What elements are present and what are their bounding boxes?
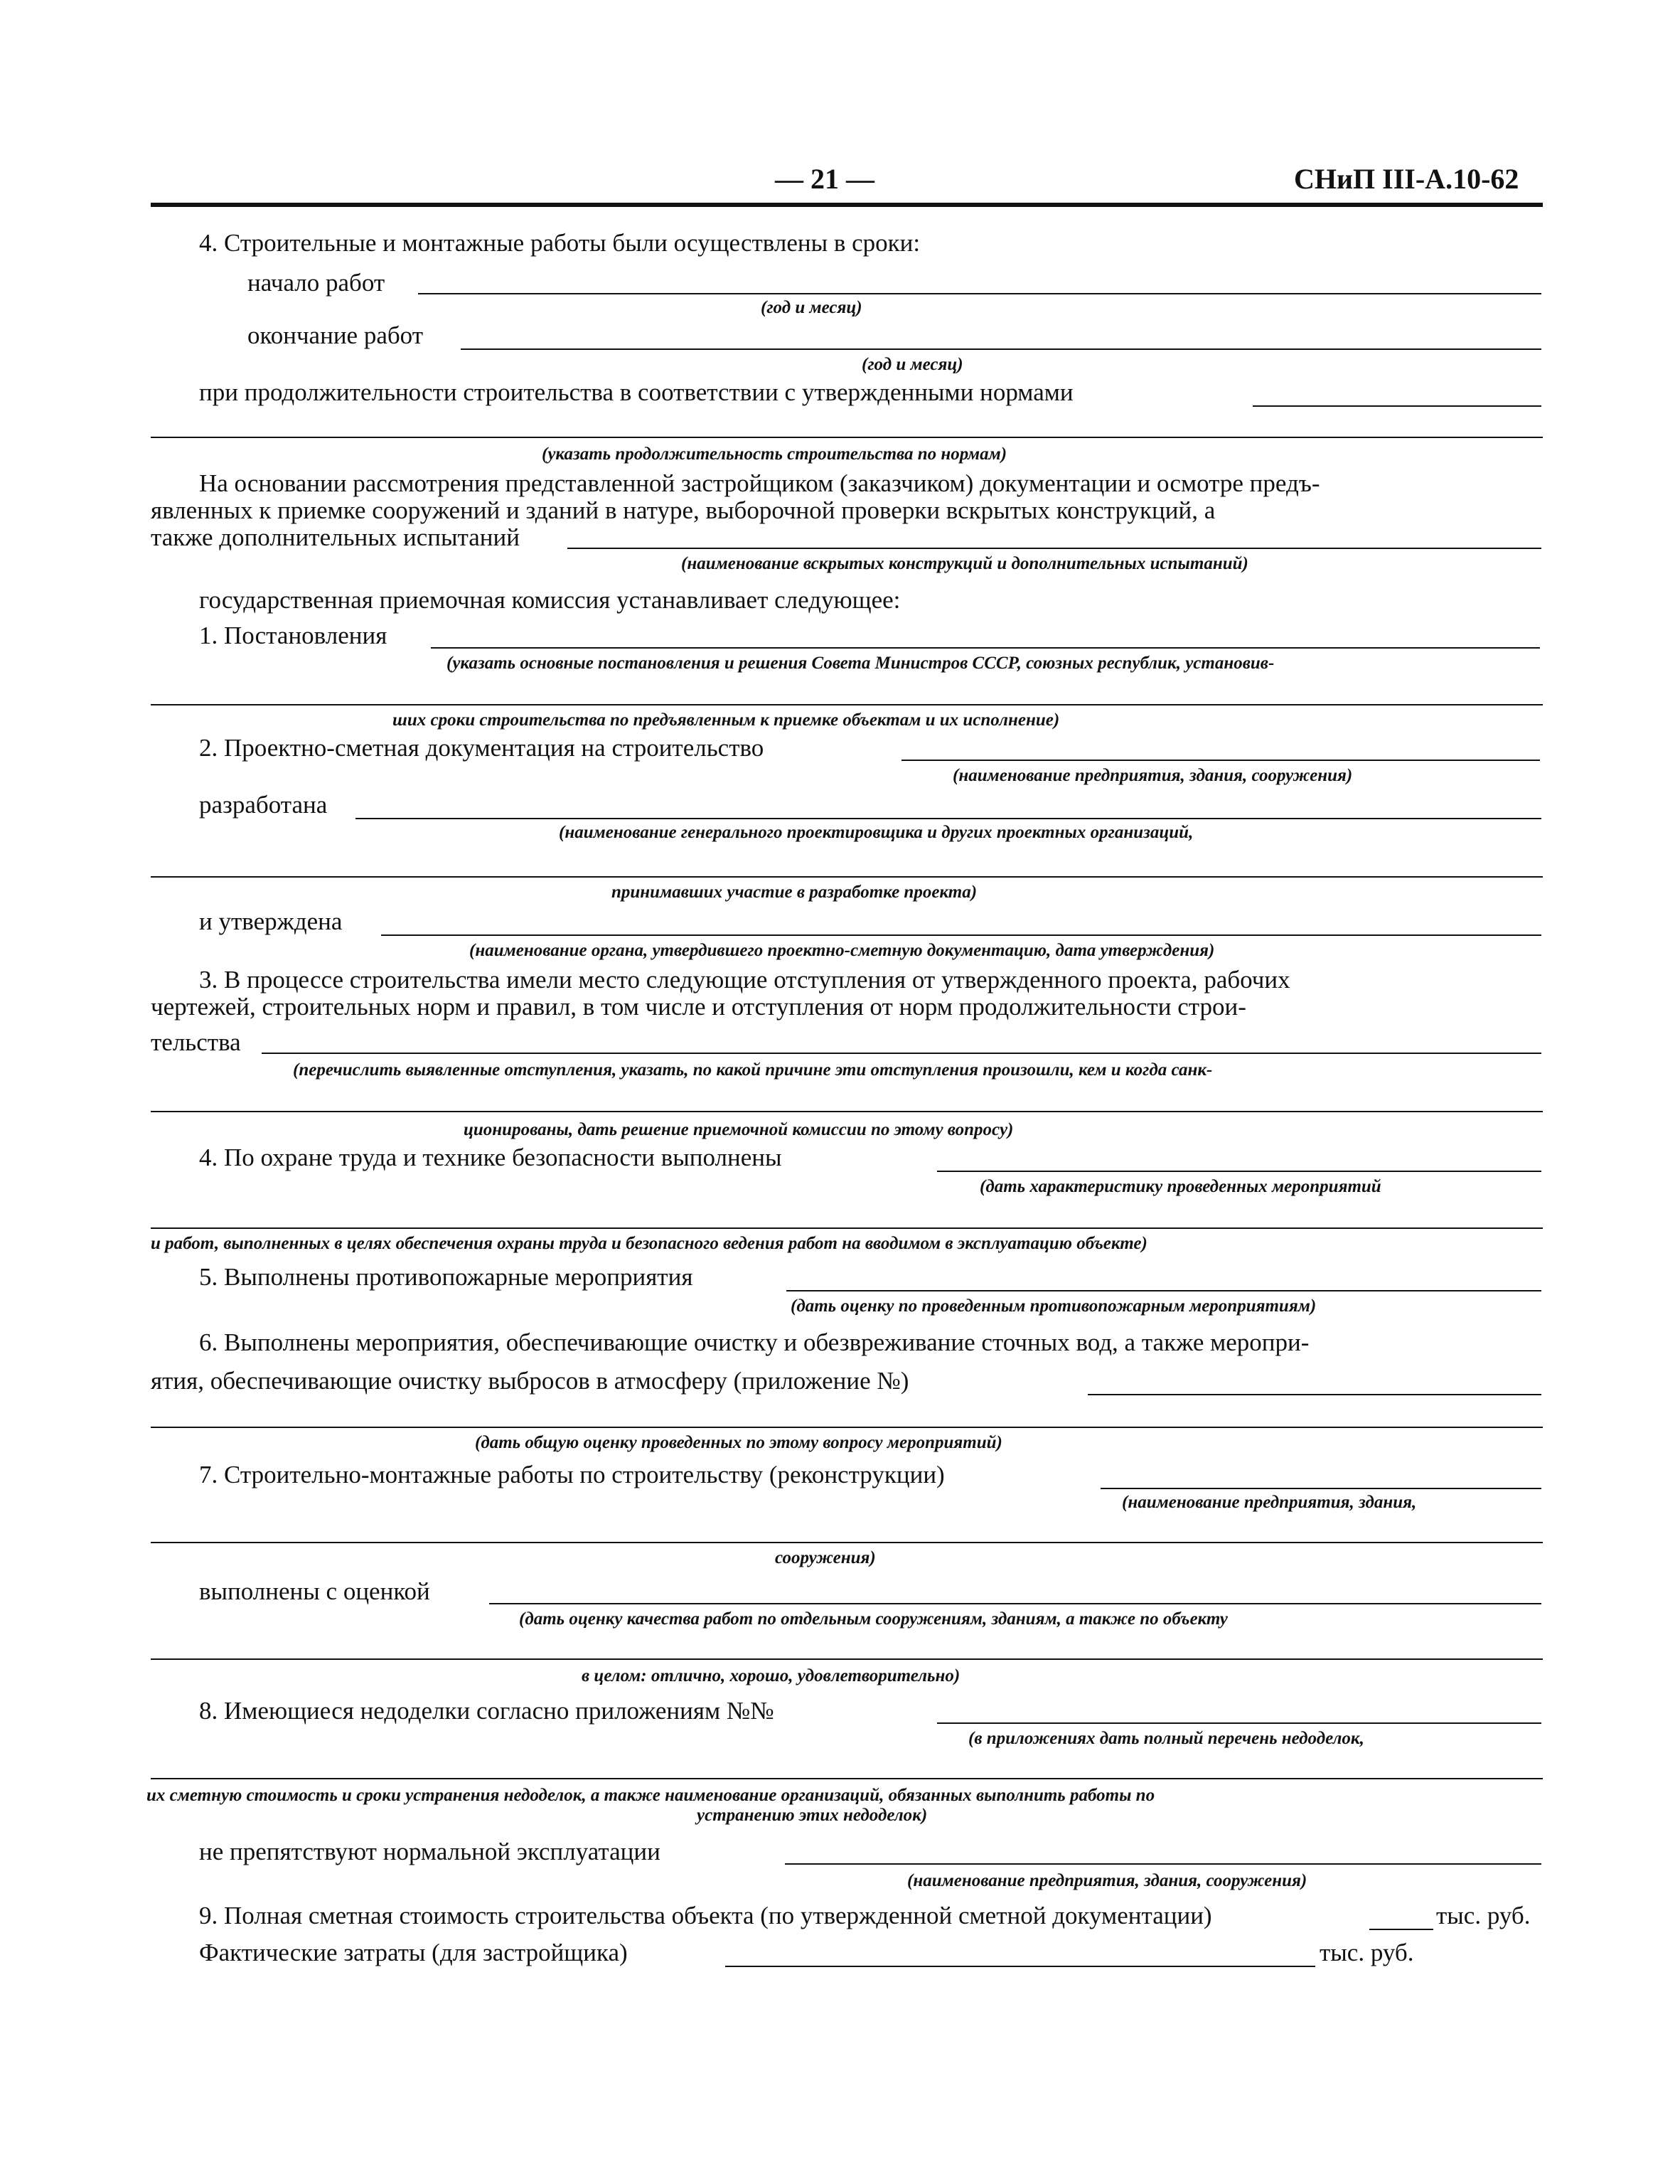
operation-caption: (наименование предприятия, здания, сооружения) [907, 1871, 1307, 1890]
end-date-field[interactable] [461, 348, 1541, 350]
item-8-field[interactable] [937, 1722, 1541, 1724]
start-date-label: начало работ [247, 269, 385, 297]
duration-field[interactable] [1253, 405, 1541, 407]
item-4-caption-b: и работ, выполненных в целях обеспечения охраны труда и безопасного ведения работ на вводимом в эксплуатацию объекте) [151, 1234, 1147, 1253]
item-4-caption-a: (дать характеристику проведенных мероприятий [980, 1177, 1381, 1196]
document-code: СНиП III-А.10-62 [1294, 163, 1519, 195]
item-1-label: 1. Постановления [199, 622, 387, 649]
commission-statement: государственная приемочная комиссия устанавливает следующее: [199, 586, 901, 614]
deviations-caption-b: ционированы, дать решение приемочной комиссии по этому вопросу) [464, 1120, 1014, 1139]
actual-cost-unit: тыс. руб. [1320, 1939, 1414, 1966]
duration-caption: (указать продолжительность строительства по нормам) [542, 444, 1007, 464]
item-5-field[interactable] [786, 1290, 1541, 1291]
item-5-caption: (дать оценку по проведенным противопожарным мероприятиям) [791, 1296, 1317, 1316]
approved-label: и утверждена [199, 907, 343, 935]
operation-field[interactable] [785, 1863, 1541, 1865]
review-paragraph-line3: также дополнительных испытаний [151, 523, 520, 551]
item-8-caption-c: устранению этих недоделок) [697, 1806, 928, 1825]
developed-caption-b: принимавших участие в разработке проекта) [611, 883, 978, 902]
tests-caption: (наименование вскрытых конструкций и дополнительных испытаний) [681, 554, 1248, 573]
section-4-title: 4. Строительные и монтажные работы были осуществлены в сроки: [199, 229, 921, 257]
developed-field[interactable] [355, 818, 1541, 819]
item-1-field[interactable] [431, 647, 1540, 649]
item-1-caption-a: (указать основные постановления и решения Совета Министров СССР, союзных республик, установив- [446, 654, 1275, 673]
item-7-caption-a: (наименование предприятия, здания, [1122, 1493, 1417, 1512]
review-paragraph-line2: явленных к приемке сооружений и зданий в натуре, выборочной проверки вскрытых конструкций, а [151, 496, 1216, 524]
start-date-field[interactable] [418, 293, 1541, 294]
item-6-caption: (дать общую оценку проведенных по этому вопросу мероприятий) [475, 1433, 1002, 1452]
item-8-caption-a: (в приложениях дать полный перечень недоделок, [968, 1729, 1364, 1748]
item-6-field[interactable] [1088, 1394, 1541, 1395]
page-number: — 21 — [775, 163, 874, 195]
item-8-label: 8. Имеющиеся недоделки согласно приложениям №№ [199, 1697, 774, 1725]
deviations-field-cont[interactable] [151, 1111, 1543, 1112]
item-7-field[interactable] [1101, 1488, 1541, 1489]
item-6-line1: 6. Выполнены мероприятия, обеспечивающие очистку и обезвреживание сточных вод, а также меропри- [199, 1328, 1310, 1356]
approved-field[interactable] [381, 934, 1541, 936]
duration-label: при продолжительности строительства в соответствии с утвержденными нормами [199, 378, 1074, 406]
item-6-field-cont[interactable] [151, 1427, 1543, 1428]
estimate-cost-field[interactable] [1369, 1929, 1433, 1930]
rating-caption-a: (дать оценку качества работ по отдельным сооружениям, зданиям, а также по объекту [519, 1609, 1228, 1629]
approved-caption: (наименование органа, утвердившего проектно-сметную документацию, дата утверждения) [469, 941, 1215, 960]
item-7-caption-b: сооружения) [775, 1548, 876, 1567]
item-3-line2: чертежей, строительных норм и правил, в том числе и отступления от норм продолжительности строи- [151, 993, 1246, 1021]
item-3-line3: тельства [151, 1028, 241, 1056]
item-2-label: 2. Проектно-сметная документация на строительство [199, 734, 764, 762]
item-2-field[interactable] [901, 760, 1540, 761]
tests-field[interactable] [567, 548, 1541, 549]
item-1-field-cont[interactable] [151, 704, 1543, 705]
estimate-cost-unit: тыс. руб. [1436, 1902, 1531, 1929]
item-4-label: 4. По охране труда и технике безопасности выполнены [199, 1144, 782, 1171]
item-3-line1: 3. В процессе строительства имели место следующие отступления от утвержденного проекта, рабочих [199, 966, 1290, 994]
review-paragraph-line1: На основании рассмотрения представленной застройщиком (заказчиком) документации и осмотре предъ- [199, 469, 1320, 497]
developed-field-cont[interactable] [151, 876, 1543, 878]
item-7-label: 7. Строительно-монтажные работы по строительству (реконструкции) [199, 1461, 945, 1488]
rating-caption-b: в целом: отлично, хорошо, удовлетворительно) [582, 1666, 961, 1685]
actual-cost-field[interactable] [725, 1966, 1315, 1967]
deviations-caption-a: (перечислить выявленные отступления, указать, по какой причине эти отступления произошли, кем и когда санк- [293, 1060, 1213, 1080]
item-8-field-cont[interactable] [151, 1778, 1543, 1779]
operation-label: не препятствуют нормальной эксплуатации [199, 1838, 660, 1865]
item-2-caption: (наименование предприятия, здания, сооружения) [953, 766, 1353, 785]
item-1-caption-b: ших сроки строительства по предъявленным к приемке объектам и их исполнение) [392, 710, 1060, 730]
end-date-caption: (год и месяц) [862, 355, 963, 374]
rating-field-cont[interactable] [151, 1658, 1543, 1660]
rating-field[interactable] [489, 1603, 1541, 1604]
item-8-caption-b: их сметную стоимость и сроки устранения недоделок, а также наименование организаций, обязанных выполнить работы по [146, 1786, 1155, 1805]
end-date-label: окончание работ [247, 321, 424, 349]
developed-caption-a: (наименование генерального проектировщика и других проектных организаций, [559, 823, 1194, 842]
duration-field-cont[interactable] [151, 437, 1543, 438]
item-9-label: 9. Полная сметная стоимость строительства объекта (по утвержденной сметной документации) [199, 1902, 1212, 1929]
start-date-caption: (год и месяц) [761, 298, 862, 317]
actual-cost-label: Фактические затраты (для застройщика) [199, 1939, 628, 1966]
item-5-label: 5. Выполнены противопожарные мероприятия [199, 1263, 693, 1291]
header-rule [151, 203, 1543, 207]
item-7-field-cont[interactable] [151, 1542, 1543, 1543]
deviations-field[interactable] [262, 1053, 1541, 1054]
item-4-field-cont[interactable] [151, 1227, 1543, 1229]
item-4-field[interactable] [937, 1171, 1541, 1172]
item-6-line2: ятия, обеспечивающие очистку выбросов в атмосферу (приложение №) [151, 1367, 909, 1395]
developed-label: разработана [199, 791, 328, 819]
rating-label: выполнены с оценкой [199, 1577, 430, 1605]
